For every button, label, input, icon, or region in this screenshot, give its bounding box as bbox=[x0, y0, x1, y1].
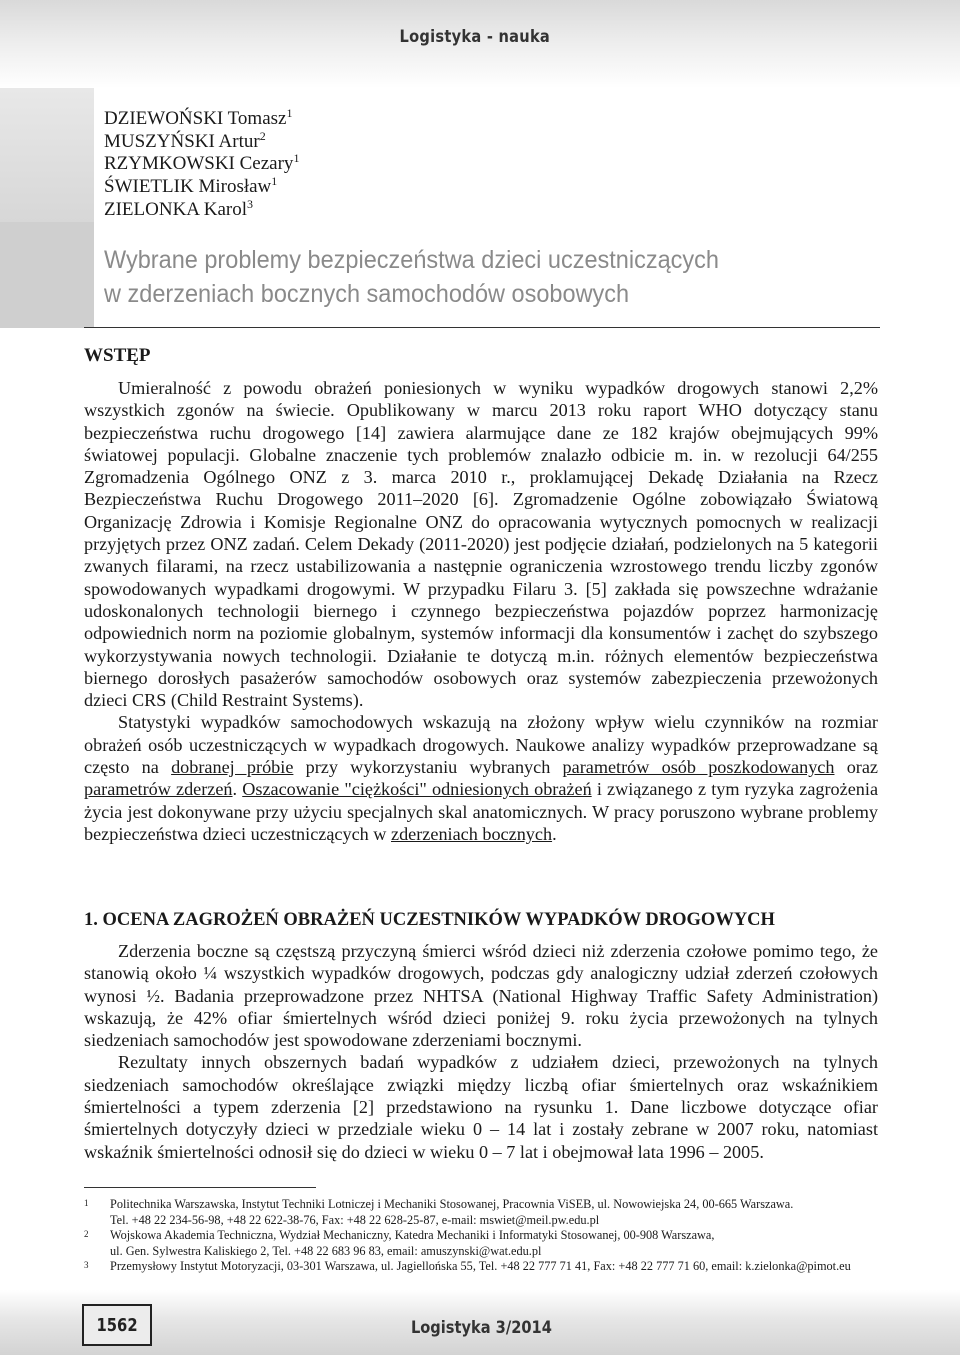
paragraph: Zderzenia boczne są częstszą przyczyną śmierci wśród dzieci niż zderzenia czołowe pomimo tego, że stanowią około ¼ wszystkich wypadków drogowych, podczas gdy analogiczny udział zderzeń czołowych wynosi ½. Badania przeprowadzone przez NHTSA (National Highway Traffic Safety Administration) wskazują, że 42% ofiar śmiertelnych wśród dzieci poniżej 9. roku życia przewożonych na tylnych siedzeniach samochodów jest spowodowane zderzeniami bocznymi. bbox=[84, 941, 878, 1051]
footnote-rule bbox=[84, 1187, 316, 1188]
title-rule bbox=[84, 327, 880, 328]
author: ZIELONKA Karol$^3$ bbox=[104, 196, 253, 220]
underlined-phrase: dobranej próbie bbox=[171, 757, 294, 778]
title-line: w zderzeniach bocznych samochodów osobowych bbox=[104, 280, 630, 308]
intro-heading: WSTĘP bbox=[84, 345, 151, 366]
paragraph: Rezultaty innych obszernych badań wypadków z udziałem dzieci, przewożonych na tylnych siedzeniach samochodów określające związki między liczbą ofiar śmiertelnych oraz wskaźnikiem śmiertelności a typem zderzenia [2] przedstawiono na rysunku 1. Dane liczbowe dotyczące ofiar śmiertelnych dotyczyły dzieci w przedziale wieku 0 – 14 lat i zostały zebrane w 2007 roku, natomiast wskaźnik śmiertelności odnosił się do dzieci w wieku 0 – 7 lat i obejmował lata 1996 – 2005. bbox=[84, 1052, 878, 1162]
author: ŚWIETLIK Mirosław$^1$ bbox=[104, 174, 278, 198]
author-list bbox=[104, 108, 299, 222]
decorative-strip-bottom bbox=[0, 222, 94, 328]
article-title bbox=[104, 243, 818, 311]
footnotes bbox=[84, 1197, 884, 1275]
journal-footer: Logistyka 3/2014 bbox=[411, 1318, 552, 1338]
intro-section bbox=[84, 377, 878, 845]
decorative-strip-top bbox=[0, 88, 94, 222]
footnote-number: 3 bbox=[84, 1260, 89, 1271]
footnote: 2 Wojskowa Akademia Techniczna, Wydział Mechaniczny, Katedra Mechaniki i Informatyki Stosowanej, 00-908 Warszawa, ul. Gen. Sylwestra Kaliskiego 2, Tel. +48 22 683 96 83, email: amuszynski@wat.edu.pl bbox=[84, 1228, 715, 1258]
author: DZIEWOŃSKI Tomasz$^1$ bbox=[104, 106, 293, 129]
section-1-heading: 1. OCENA ZAGROŻEŃ OBRAŻEŃ UCZESTNIKÓW WYPADKÓW DROGOWYCH bbox=[84, 910, 775, 930]
page-number: 1562 bbox=[82, 1304, 152, 1346]
paragraph: Statystyki wypadków samochodowych wskazują na złożony wpływ wielu czynników na rozmiar obrażeń osób uczestniczących w wypadkach drogowych. Naukowe analizy wypadków przeprowadzane są często na dobranej próbie przy wykorzystaniu wybranych parametrów osób poszkodowanych oraz parametrów zderzeń. Oszacowanie "ciężkości" odniesionych obrażeń i związanego z tym ryzyka zagrożenia życia jest dokonywane przy użyciu specjalnych skal anatomicznych. W pracy poruszono wybrane problemy bezpieczeństwa dzieci uczestniczących w zderzeniach bocznych. bbox=[84, 712, 879, 844]
underlined-phrase: zderzeniach bocznych bbox=[391, 823, 553, 844]
paragraph: Umieralność z powodu obrażeń poniesionych w wyniku wypadków drogowych stanowi 2,2% wszystkich zgonów na świecie. Opublikowany w marcu 2013 roku raport WHO dotyczący stanu bezpieczeństwa ruchu drogowego [14] zawiera alarmujące dane ze 182 krajów obejmujących 99% światowej populacji. Globalne znaczenie tych problemów znalazło odbicie m. in. w rezolucji 64/255 Zgromadzenia Ogólnego ONZ z 3. marca 2010 r., proklamującej Dekadę Działania na Rzecz Bezpieczeństwa Ruchu Drogowego 2011–2020 [6]. Zgromadzenie Ogólne zobowiązało Światową Organizację Zdrowia i Komisje Regionalne ONZ do opracowania wytycznych pomocnych w realizacji przyjętych przez ONZ zadań. Celem Dekady (2011-2020) jest podjęcie działań, podzielonych na 5 kategorii zwanych filarami, na rzecz ustabilizowania a następnie ograniczenia wzrostowego trendu liczby zgonów spowodowanych wypadkami drogowymi. W przypadku Filaru 3. [5] zakłada się powszechne wdrażanie udoskonalonych technologii biernego i czynnego bezpieczeństwa pojazdów poprzez harmonizację odpowiednich norm na poziomie globalnym, systemów informacji dla konsumentów i zachęt do szybszego wykorzystywania nowych technologii. Działanie te dotyczą m.in. różnych elementów bezpieczeństwa biernego dorosłych pasażerów samochodów osobowych oraz systemów zabezpieczenia przewożonych dzieci CRS (Child Restraint Systems). bbox=[84, 378, 878, 711]
footnote: 3 Przemysłowy Instytut Motoryzacji, 03-301 Warszawa, ul. Jagiellońska 55, Tel. +48 22 777 71 41, Fax: +48 22 777 71 60, email: k.zielonka@pimot.eu bbox=[84, 1259, 851, 1274]
author: RZYMKOWSKI Cezary$^1$ bbox=[104, 151, 300, 175]
journal-header: Logistyka - nauka bbox=[399, 27, 550, 47]
footnote-number: 2 bbox=[84, 1229, 89, 1240]
footnote-number: 1 bbox=[84, 1198, 89, 1208]
underlined-phrase: parametrów zderzeń bbox=[84, 779, 233, 800]
title-line: Wybrane problemy bezpieczeństwa dzieci uczestniczących bbox=[104, 246, 719, 274]
footnote: 1 Politechnika Warszawska, Instytut Techniki Lotniczej i Mechaniki Stosowanej, Pracownia ViSEB, ul. Nowowiejska 24, 00-665 Warszawa. Tel. +48 22 234-56-98, +48 22 622-38-76, Fax: +48 22 628-25-87, e-mail: mswiet@meil.pw.edu.pl bbox=[84, 1197, 794, 1227]
section-1 bbox=[84, 940, 878, 1163]
underlined-phrase: Oszacowanie "ciężkości" odniesionych obrażeń bbox=[242, 779, 592, 800]
underlined-phrase: parametrów osób poszkodowanych bbox=[562, 757, 835, 778]
author: MUSZYŃSKI Artur$^2$ bbox=[104, 128, 266, 152]
